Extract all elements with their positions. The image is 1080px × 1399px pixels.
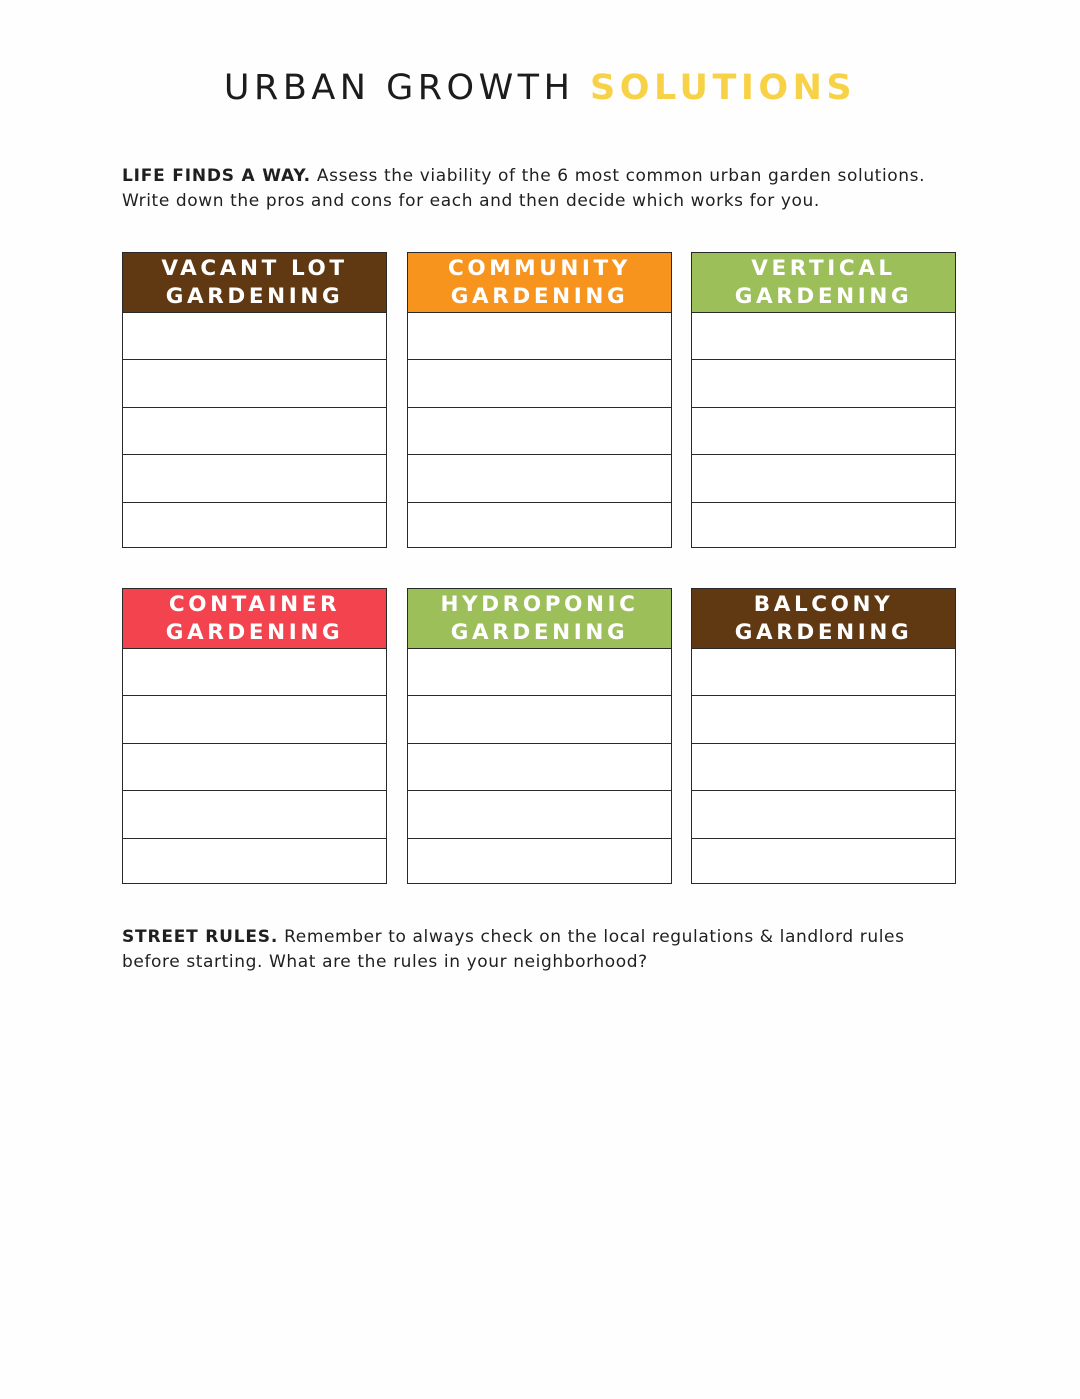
card-header <box>408 589 671 649</box>
card-title: CONTAINER GARDENING <box>165 591 344 645</box>
writing-line[interactable] <box>408 839 671 886</box>
garden-row-2 <box>122 588 958 886</box>
writing-line[interactable] <box>692 313 955 360</box>
writing-line[interactable] <box>408 744 671 791</box>
writing-line[interactable] <box>408 503 671 550</box>
writing-line[interactable] <box>692 696 955 743</box>
title-main: URBAN GROWTH <box>223 68 591 108</box>
writing-line[interactable] <box>123 360 386 407</box>
card-container <box>122 588 387 884</box>
writing-line[interactable] <box>123 408 386 455</box>
writing-line[interactable] <box>692 360 955 407</box>
writing-line[interactable] <box>692 791 955 838</box>
writing-line[interactable] <box>692 649 955 696</box>
writing-line[interactable] <box>123 455 386 502</box>
card-header <box>408 253 671 313</box>
writing-line[interactable] <box>692 744 955 791</box>
card-vacant-lot <box>122 252 387 548</box>
intro-paragraph <box>122 164 962 214</box>
card-header <box>692 589 955 649</box>
card-title: BALCONY GARDENING <box>734 591 913 645</box>
writing-line[interactable] <box>408 696 671 743</box>
writing-line[interactable] <box>123 791 386 838</box>
card-title: HYDROPONIC GARDENING <box>440 591 639 645</box>
card-header <box>692 253 955 313</box>
title-accent: SOLUTIONS <box>590 68 857 108</box>
writing-line[interactable] <box>123 744 386 791</box>
page-title <box>0 68 1080 108</box>
writing-line[interactable] <box>123 313 386 360</box>
card-community <box>407 252 672 548</box>
card-title: COMMUNITY GARDENING <box>448 255 631 309</box>
rules-text: Remember to always check on the local regulations & landlord rules before starting. What are the rules in your neighborhood? <box>122 927 905 972</box>
writing-line[interactable] <box>692 455 955 502</box>
rules-lead: STREET RULES. <box>122 927 279 947</box>
intro-text: Assess the viability of the 6 most common urban garden solutions. Write down the pros and cons for each and then decide which works for you. <box>122 166 926 211</box>
card-hydroponic <box>407 588 672 884</box>
card-title: VERTICAL GARDENING <box>734 255 913 309</box>
writing-line[interactable] <box>692 503 955 550</box>
card-title: VACANT LOT GARDENING <box>161 255 348 309</box>
rules-paragraph <box>122 925 962 975</box>
writing-line[interactable] <box>123 696 386 743</box>
writing-line[interactable] <box>408 408 671 455</box>
writing-line[interactable] <box>123 503 386 550</box>
writing-line[interactable] <box>692 839 955 886</box>
card-vertical <box>691 252 956 548</box>
writing-line[interactable] <box>408 360 671 407</box>
writing-line[interactable] <box>408 313 671 360</box>
card-header <box>123 253 386 313</box>
writing-line[interactable] <box>123 649 386 696</box>
writing-line[interactable] <box>123 839 386 886</box>
garden-row-1 <box>122 252 958 550</box>
card-header <box>123 589 386 649</box>
writing-line[interactable] <box>408 649 671 696</box>
writing-line[interactable] <box>408 791 671 838</box>
card-balcony <box>691 588 956 884</box>
intro-lead: LIFE FINDS A WAY. <box>122 166 311 186</box>
writing-line[interactable] <box>408 455 671 502</box>
writing-line[interactable] <box>692 408 955 455</box>
